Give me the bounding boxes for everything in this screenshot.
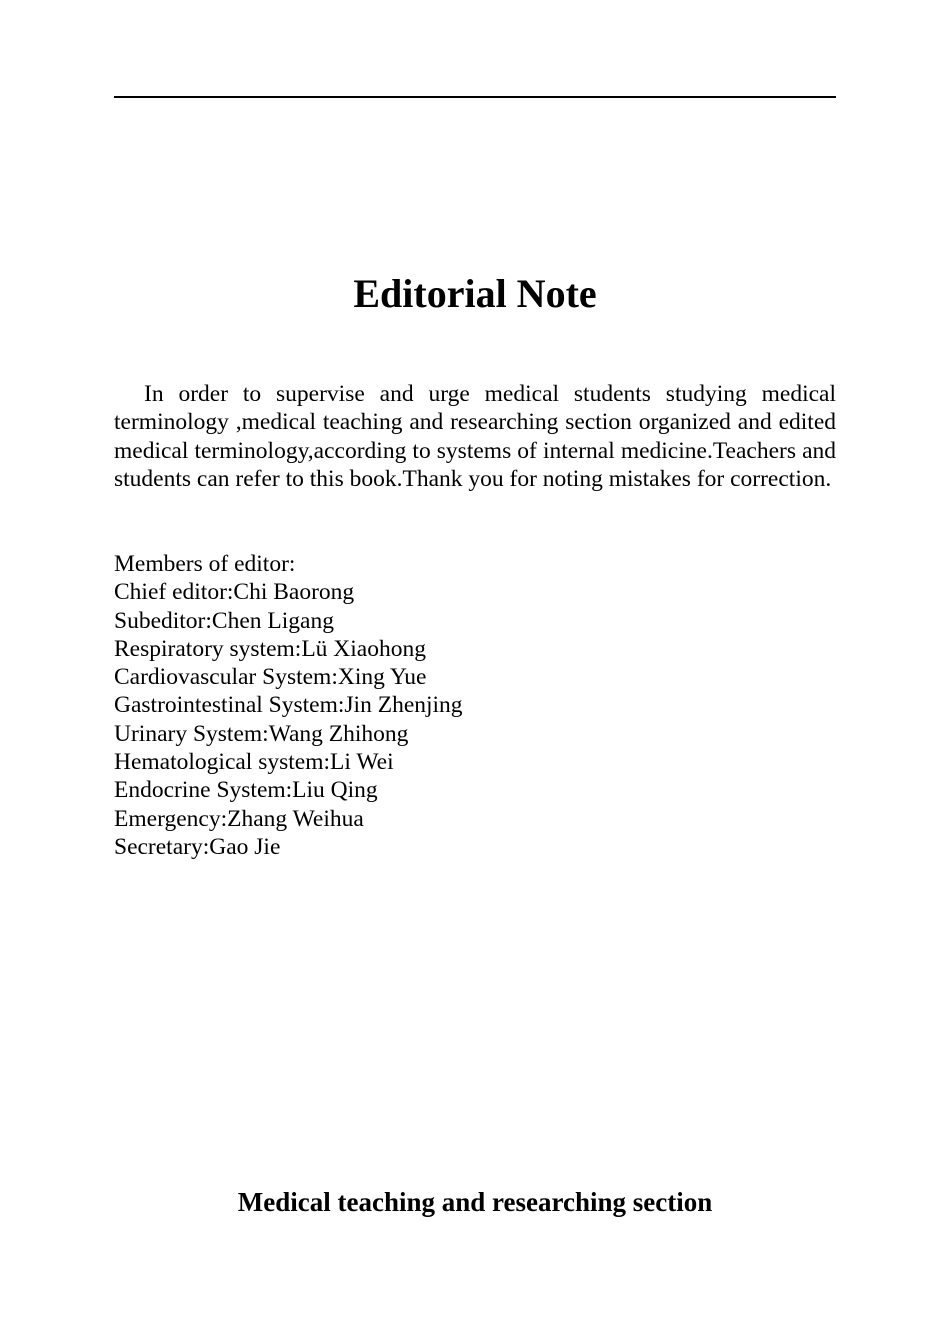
header-rule (114, 96, 836, 98)
member-urinary-system: Urinary System:Wang Zhihong (114, 720, 409, 747)
member-hematological-system: Hematological system:Li Wei (114, 749, 394, 776)
member-secretary: Secretary:Gao Jie (114, 833, 281, 860)
members-heading: Members of editor: (114, 551, 296, 577)
intro-paragraph: In order to supervise and urge medical students studying medical terminology ,medical teaching and researching section organized and edited medical terminology,according to systems of internal medicine.Teachers and students can refer to this book.Thank you for noting mistakes for correction. (114, 381, 836, 492)
member-chief-editor: Chief editor:Chi Baorong (114, 579, 355, 606)
signature-line: Medical teaching and researching section (237, 1187, 713, 1217)
member-gastrointestinal-system: Gastrointestinal System:Jin Zhenjing (114, 692, 463, 719)
member-emergency: Emergency:Zhang Weihua (114, 805, 364, 832)
editor-members-list (114, 550, 836, 861)
member-cardiovascular-system: Cardiovascular System:Xing Yue (114, 664, 427, 691)
page-title: Editorial Note (353, 271, 597, 316)
member-subeditor: Subeditor:Chen Ligang (114, 607, 334, 634)
member-endocrine-system: Endocrine System:Liu Qing (114, 777, 378, 804)
member-respiratory-system: Respiratory system:Lü Xiaohong (114, 635, 426, 662)
